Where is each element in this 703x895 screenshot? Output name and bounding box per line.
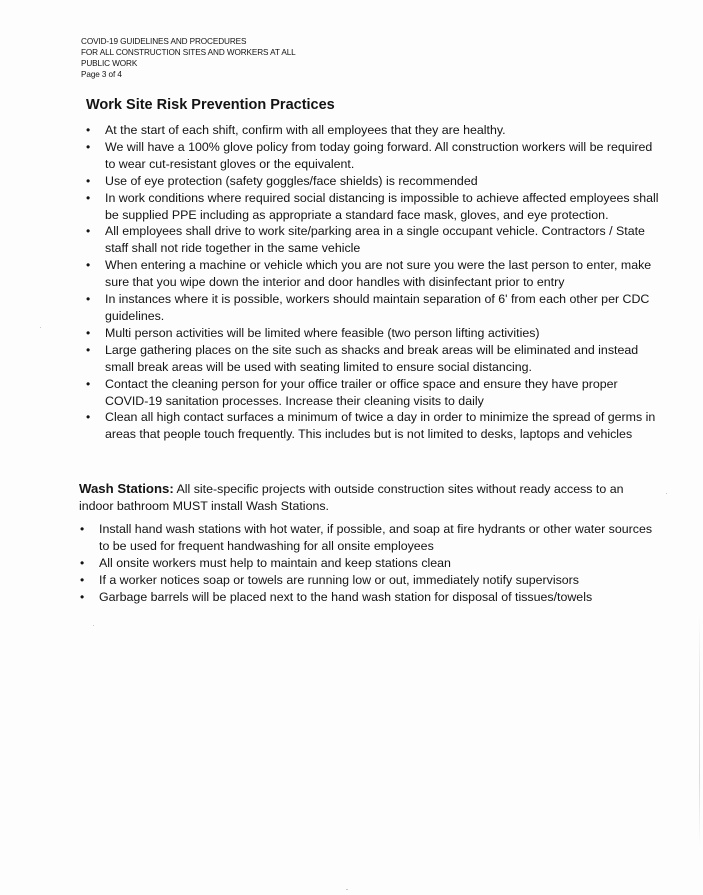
scan-speck (666, 493, 667, 494)
list-item-text: At the start of each shift, confirm with all employees that they are healthy. (105, 123, 506, 137)
list-item (86, 190, 661, 224)
document-header (81, 36, 296, 80)
bullet-glyph: • (86, 376, 91, 391)
list-item (80, 555, 659, 572)
list-item (86, 173, 661, 190)
list-item-text: In work conditions where required social distancing is impossible to achieve affected employees shall be supplied PPE including as appropriate a standard face mask, gloves, and eye protection. (105, 190, 659, 222)
list-item (86, 122, 661, 139)
list-item-text: Large gathering places on the site such as shacks and break areas will be eliminated and instead small break areas will be used with seating limited to ensure social distancing. (105, 342, 639, 374)
bullet-glyph: • (86, 292, 91, 307)
wash-stations-intro (79, 481, 654, 515)
list-item-text: Contact the cleaning person for your office trailer or office space and ensure they have proper COVID-19 sanitation processes. Increase their cleaning visits to daily (105, 376, 618, 408)
bullet-glyph: • (80, 589, 85, 604)
list-item-text: In instances where it is possible, workers should maintain separation of 6' from each other per CDC guidelines. (105, 292, 650, 323)
bullet-glyph: • (80, 522, 85, 536)
list-item (80, 572, 659, 589)
wash-stations-intro-text: All site-specific projects with outside construction sites without ready access to an indoor bathroom MUST install Wash Stations. (79, 482, 624, 513)
list-item-text: All employees shall drive to work site/parking area in a single occupant vehicle. Contractors / State staff shall not ride together in the same vehicle (105, 224, 645, 256)
list-item-text: Clean all high contact surfaces a minimum of twice a day in order to minimize the spread of germs in areas that people touch frequently. This includes but is not limited to desks, laptops and vehicles (105, 410, 656, 442)
list-item (86, 325, 661, 342)
page-number: Page 3 of 4 (81, 70, 122, 79)
scan-speck (346, 889, 348, 890)
bullet-glyph: • (86, 123, 91, 137)
list-item (86, 257, 661, 291)
risk-section-title: Work Site Risk Prevention Practices (86, 97, 335, 113)
bullet-glyph: • (86, 224, 91, 239)
bullet-glyph: • (86, 325, 91, 340)
bullet-glyph: • (86, 410, 91, 425)
list-item-text: We will have a 100% glove policy from today going forward. All construction workers will be required to wear cut-resistant gloves or the equivalent. (105, 139, 653, 171)
wash-stations-title: Wash Stations: (79, 481, 174, 496)
list-item (86, 409, 661, 443)
list-item (86, 376, 661, 410)
list-item (80, 521, 659, 555)
list-item (86, 291, 661, 325)
list-item-text: Install hand wash stations with hot water, if possible, and soap at fire hydrants or other water sources to be used for frequent handwashing for all onsite employees (99, 522, 653, 553)
list-item-text: If a worker notices soap or towels are running low or out, immediately notify supervisors (99, 572, 580, 587)
bullet-glyph: • (80, 555, 85, 570)
wash-stations-list (80, 521, 659, 606)
list-item (86, 223, 661, 257)
list-item (86, 139, 661, 173)
list-item-text: When entering a machine or vehicle which you are not sure you were the last person to enter, make sure that you wipe down the interior and door handles with disinfectant prior to entry (105, 258, 652, 290)
scan-edge-line (699, 610, 700, 850)
risk-practices-list (86, 122, 661, 443)
list-item-text: All onsite workers must help to maintain and keep stations clean (99, 555, 451, 570)
list-item-text: Multi person activities will be limited where feasible (two person lifting activities) (105, 325, 540, 340)
header-title-line-2: FOR ALL CONSTRUCTION SITES AND WORKERS AT ALL (81, 48, 296, 57)
bullet-glyph: • (86, 139, 91, 154)
list-item (80, 589, 659, 606)
bullet-glyph: • (86, 190, 91, 205)
header-title-line-1: COVID-19 GUIDELINES AND PROCEDURES (81, 37, 247, 46)
bullet-glyph: • (80, 572, 85, 587)
list-item-text: Garbage barrels will be placed next to the hand wash station for disposal of tissues/towels (99, 589, 593, 604)
header-title-line-3: PUBLIC WORK (81, 59, 138, 68)
bullet-glyph: • (86, 173, 91, 188)
bullet-glyph: • (86, 258, 91, 273)
bullet-glyph: • (86, 342, 91, 357)
scan-speck (40, 327, 41, 328)
list-item (86, 342, 661, 376)
scan-speck (93, 625, 94, 626)
list-item-text: Use of eye protection (safety goggles/face shields) is recommended (105, 173, 478, 188)
